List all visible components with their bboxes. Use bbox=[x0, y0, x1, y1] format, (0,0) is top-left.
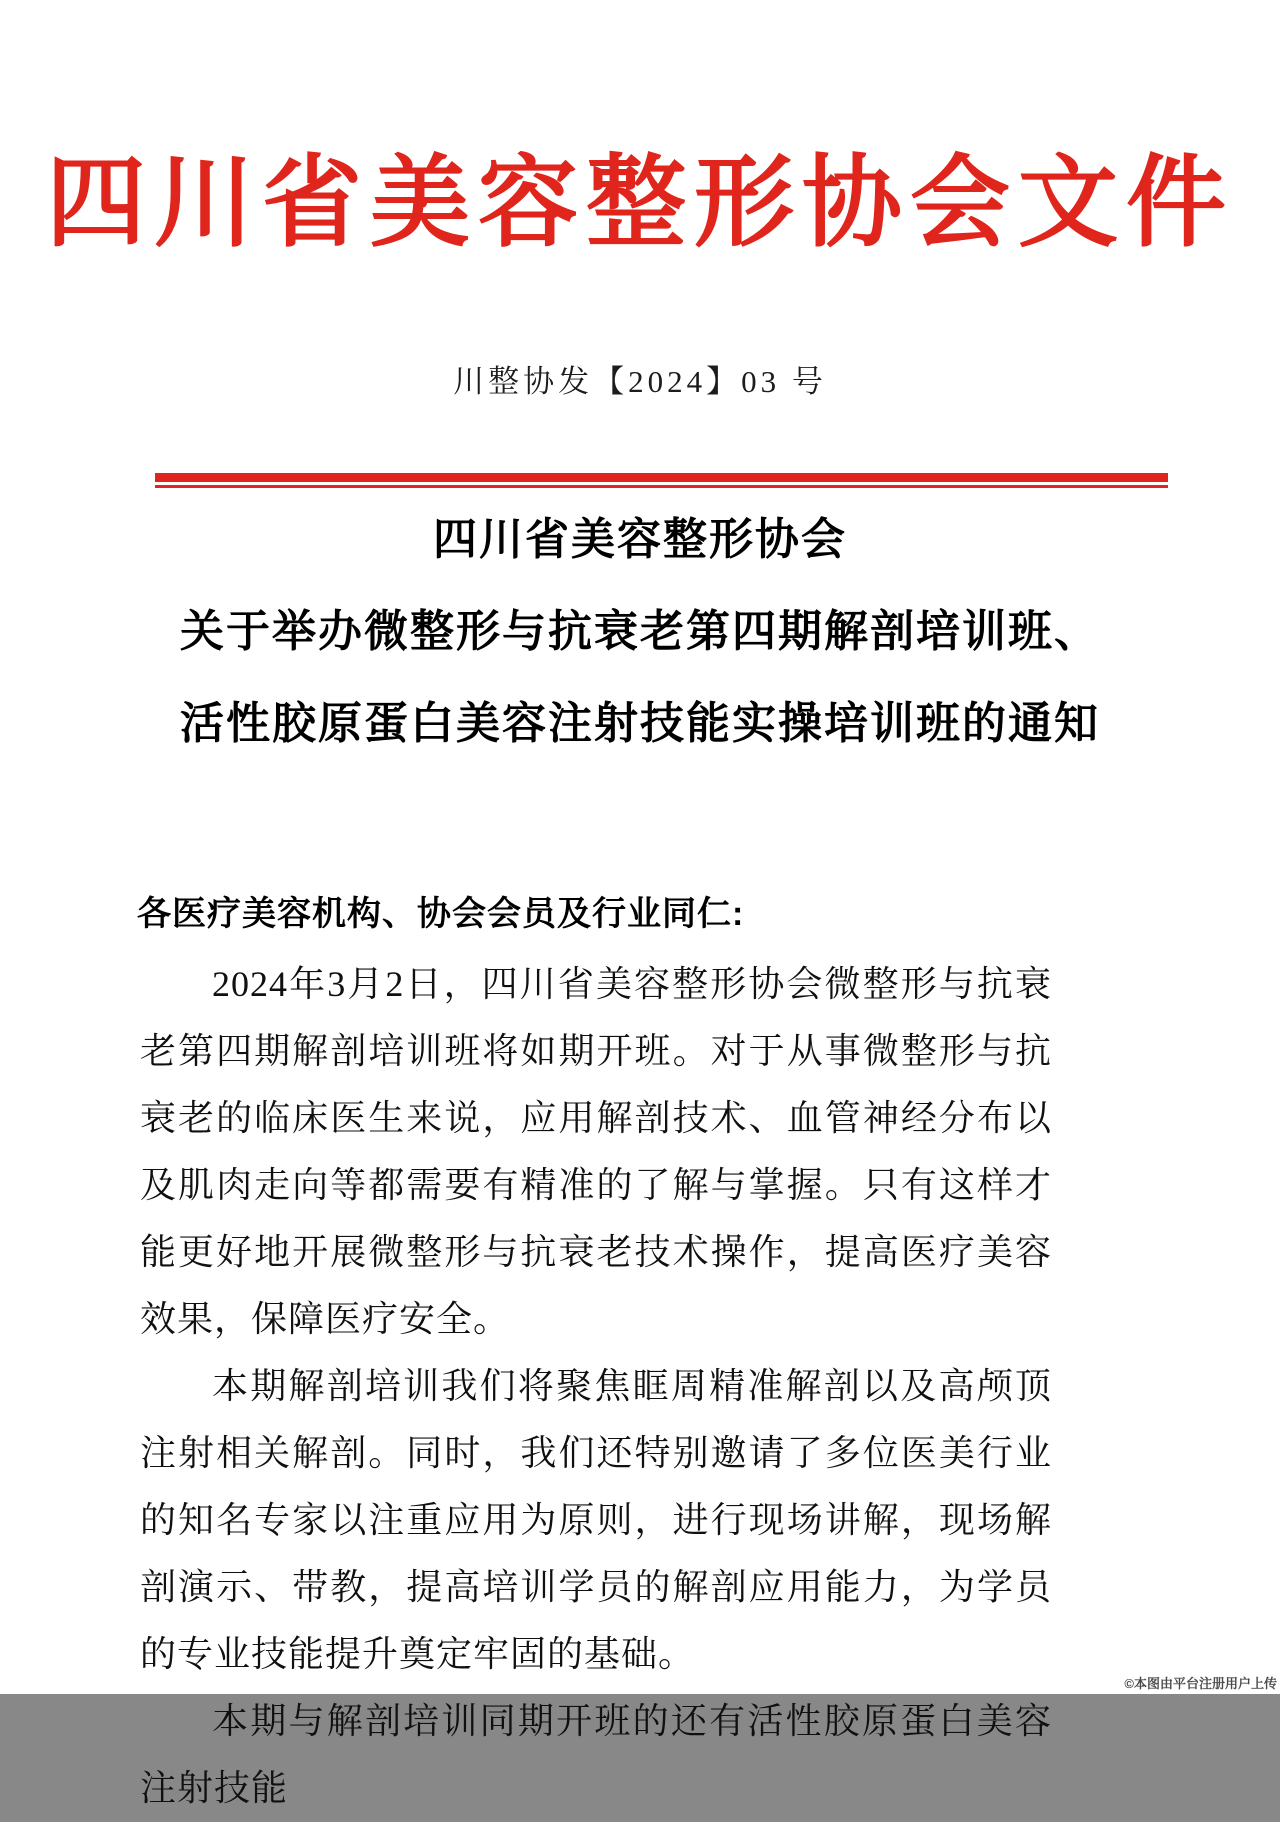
document-number: 川整协发【2024】03 号 bbox=[453, 364, 827, 399]
notice-title-line-2: 关于举办微整形与抗衰老第四期解剖培训班、 bbox=[180, 607, 1100, 656]
notice-title-block bbox=[0, 515, 1280, 748]
body-paragraph-2: 本期解剖培训我们将聚焦眶周精准解剖以及高颅顶注射相关解剖。同时，我们还特别邀请了多位医美行业的知名专家以注重应用为原则，进行现场讲解，现场解剖演示、带教，提高培训学员的解剖应用能力，为学员的专业技能提升奠定牢固的基础。 bbox=[140, 1366, 1052, 1674]
body-paragraph-3: 本期与解剖培训同期开班的还有活性胶原蛋白美容注射技能 bbox=[140, 1701, 1052, 1808]
uploader-watermark: ©本图由平台注册用户上传 bbox=[1124, 1676, 1277, 1691]
salutation-line: 各医疗美容机构、协会会员及行业同仁: bbox=[137, 895, 745, 933]
notice-title-line-1: 四川省美容整形协会 bbox=[433, 515, 847, 564]
notice-title-line-3: 活性胶原蛋白美容注射技能实操培训班的通知 bbox=[180, 699, 1100, 748]
red-rule-thin-line bbox=[155, 485, 1168, 488]
notice-body bbox=[140, 951, 1052, 1822]
body-paragraph-1: 2024年3月2日，四川省美容整形协会微整形与抗衰老第四期解剖培训班将如期开班。对于从事微整形与抗衰老的临床医生来说，应用解剖技术、血管神经分布以及肌肉走向等都需要有精准的了解与掌握。只有这样才能更好地开展微整形与抗衰老技术操作，提高医疗美容效果，保障医疗安全。 bbox=[140, 964, 1052, 1339]
red-separator-rule bbox=[155, 473, 1168, 488]
red-letterhead-title: 四川省美容整形协会文件 bbox=[46, 148, 1234, 259]
red-rule-thick-band bbox=[155, 473, 1168, 482]
